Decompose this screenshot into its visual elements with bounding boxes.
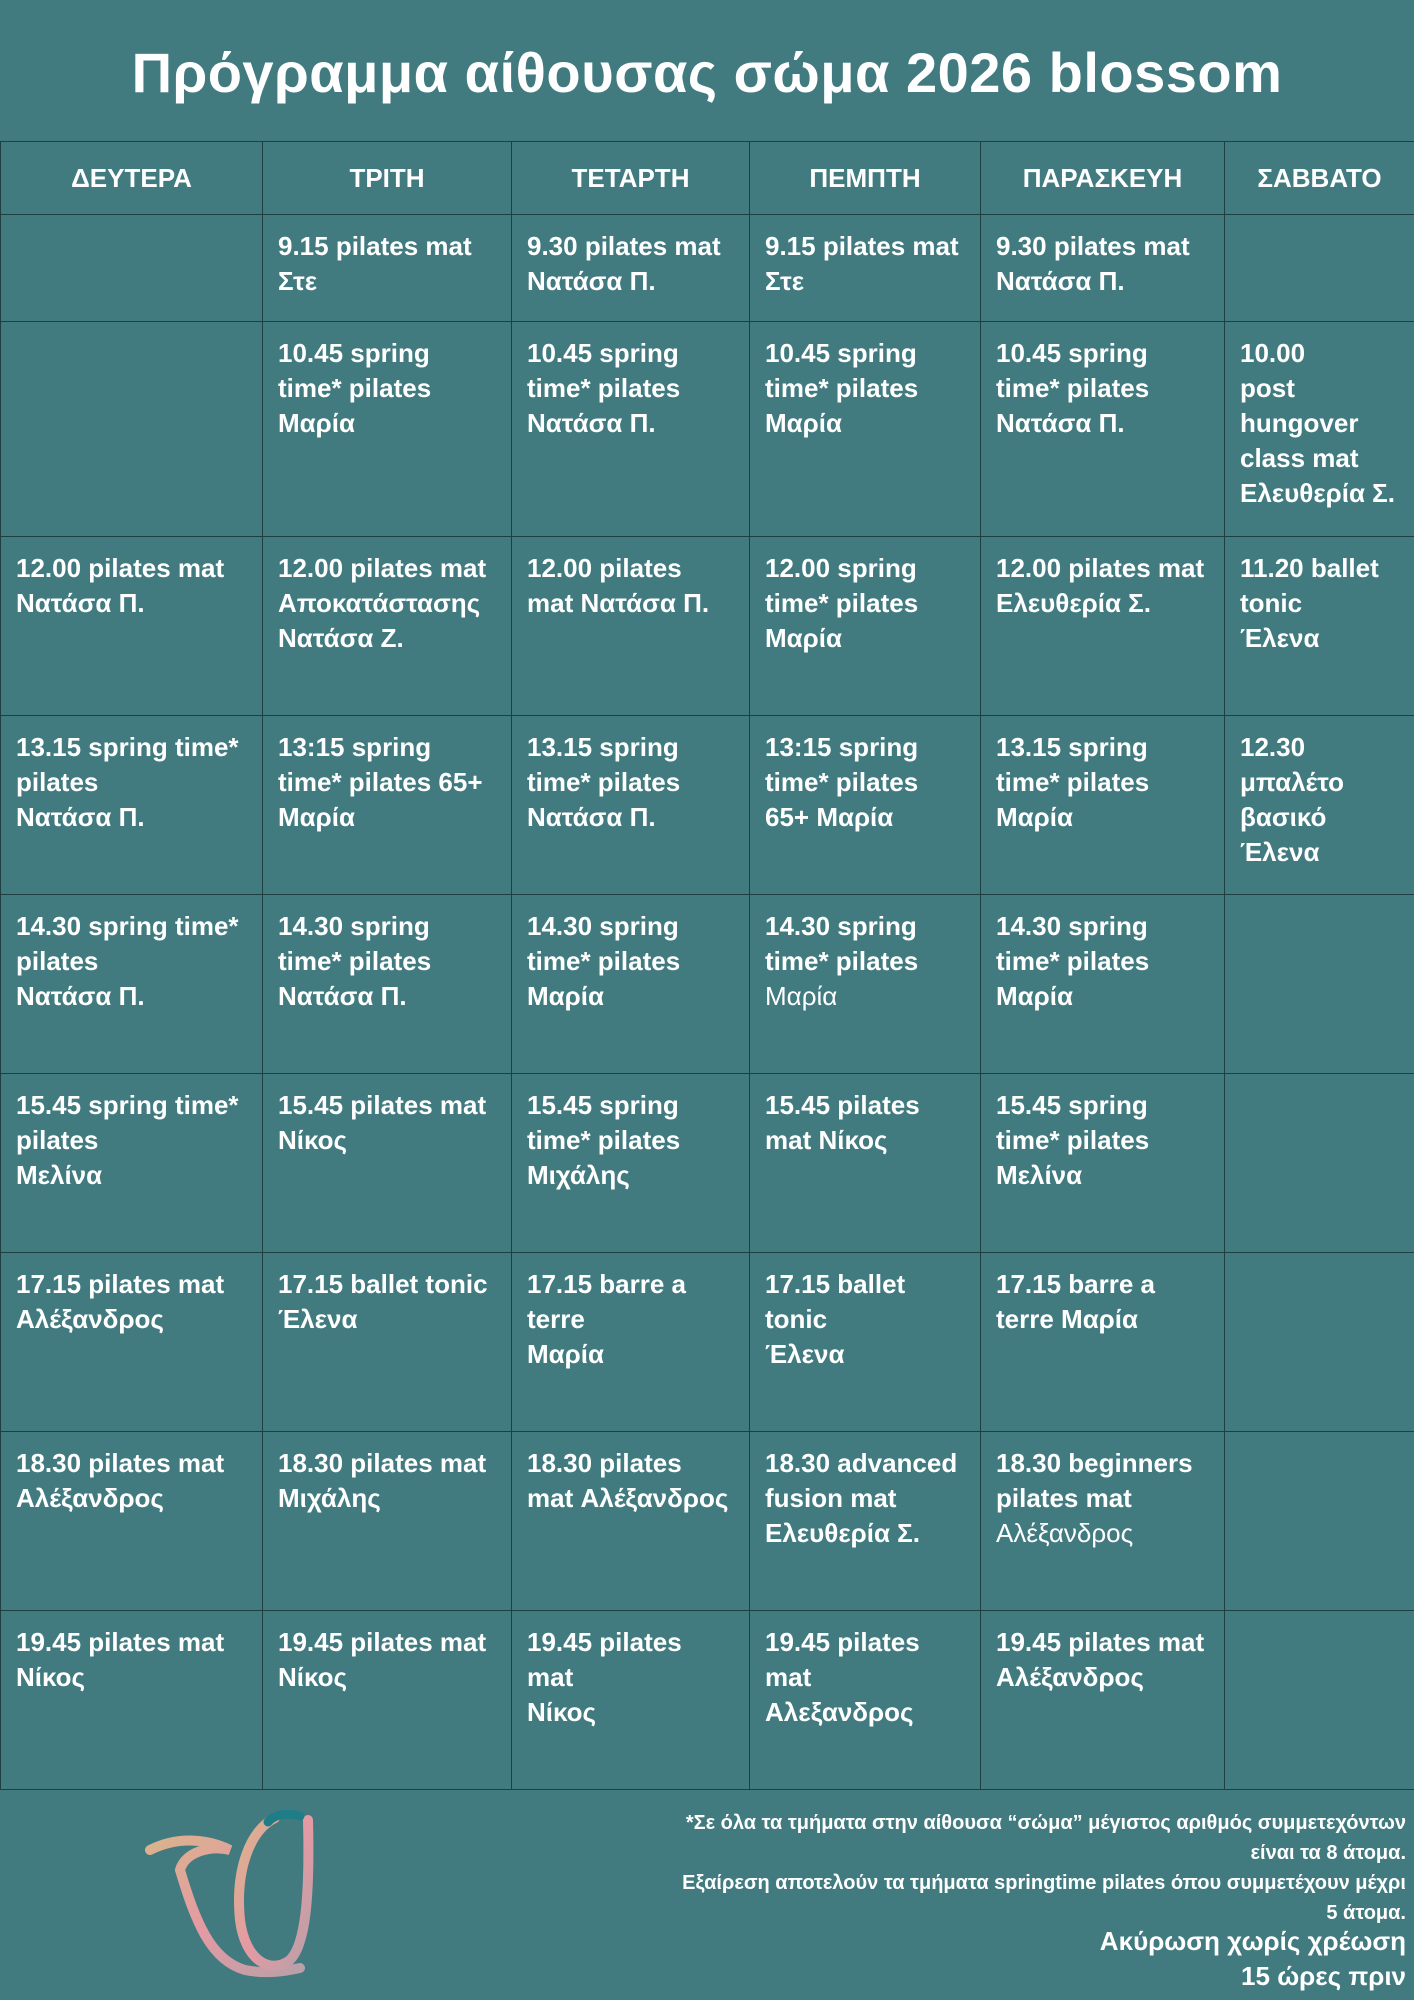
class-slot-content <box>512 322 749 451</box>
empty-slot <box>1225 215 1414 322</box>
blossom-logo <box>140 1810 340 2000</box>
class-slot-line: 18.30 pilates mat <box>16 1448 225 1478</box>
class-slot-line: 13.15 spring time* <box>16 732 239 762</box>
class-slot-line: pilates mat <box>996 1483 1132 1513</box>
class-slot-line: time* pilates <box>996 767 1150 797</box>
class-slot-line: Μιχάλης <box>278 1483 381 1513</box>
schedule-row <box>1 215 1414 322</box>
class-slot-content <box>1225 1611 1414 1635</box>
class-slot-line: time* pilates <box>527 373 681 403</box>
class-slot-line: Νατάσα Π. <box>527 408 656 438</box>
class-slot-content <box>1225 1074 1414 1098</box>
class-slot-content <box>750 1432 980 1561</box>
class-slot <box>750 1253 981 1432</box>
class-slot-line: Έλενα <box>278 1304 358 1334</box>
class-slot-line: Αποκατάστασης <box>278 588 481 618</box>
schedule-row <box>1 537 1414 716</box>
class-slot <box>512 322 750 537</box>
class-slot-line: time* pilates <box>765 373 919 403</box>
class-slot-line: Μαρία <box>765 981 838 1011</box>
class-slot-line: tonic <box>1240 588 1303 618</box>
class-slot-line: Μιχάλης <box>527 1160 630 1190</box>
class-slot <box>263 1253 512 1432</box>
empty-slot <box>1 215 263 322</box>
class-slot-line: Αλέξανδρος <box>16 1483 164 1513</box>
empty-slot <box>1225 895 1414 1074</box>
class-slot <box>263 1074 512 1253</box>
class-slot-line: 12.30 <box>1240 732 1306 762</box>
class-slot-line: 17.15 barre a <box>527 1269 687 1299</box>
class-slot <box>263 215 512 322</box>
class-slot-line: mat Αλέξανδρος <box>527 1483 729 1513</box>
class-slot-line: Νατάσα Π. <box>16 981 145 1011</box>
class-slot <box>263 537 512 716</box>
class-slot-line: 10.00 <box>1240 338 1306 368</box>
class-slot-line: Αλέξανδρος <box>996 1662 1144 1692</box>
schedule-row <box>1 1253 1414 1432</box>
cancellation-policy <box>806 1924 1406 1994</box>
class-slot-line: Νίκος <box>16 1662 86 1692</box>
schedule-row <box>1 1432 1414 1611</box>
class-slot-line: Ελευθερία Σ. <box>1240 478 1396 508</box>
class-slot-line: Στε <box>765 266 805 296</box>
class-slot-line: mat <box>765 1662 812 1692</box>
class-slot-content <box>1225 215 1414 239</box>
cancellation-line: Ακύρωση χωρίς χρέωση <box>1099 1926 1406 1956</box>
class-slot-line: Νίκος <box>278 1662 348 1692</box>
class-slot-content <box>263 1253 511 1347</box>
class-slot <box>1 1432 263 1611</box>
empty-slot <box>1 322 263 537</box>
class-slot-line: 14.30 spring <box>765 911 917 941</box>
class-slot-line: Μαρία <box>527 981 604 1011</box>
class-slot-content <box>512 537 749 631</box>
class-slot-line: 13.15 spring <box>996 732 1148 762</box>
class-slot-line: post <box>1240 373 1295 403</box>
class-slot-line: terre Μαρία <box>996 1304 1138 1334</box>
footer-note-line: Εξαίρεση αποτελούν τα τμήματα springtime pilates όπου συμμετέχουν μέχρι <box>682 1872 1406 1894</box>
class-slot-line: 15.45 pilates <box>765 1090 920 1120</box>
class-slot <box>1 895 263 1074</box>
class-slot-line: 9.15 pilates mat <box>278 231 472 261</box>
class-slot-line: Νατάσα Π. <box>527 802 656 832</box>
class-slot-line: Αλέξανδρος <box>996 1518 1134 1548</box>
class-slot-content <box>750 322 980 451</box>
class-slot-content <box>263 215 511 309</box>
class-slot-line: Μαρία <box>996 802 1073 832</box>
class-slot-line: Μελίνα <box>16 1160 103 1190</box>
class-slot-line: pilates <box>16 946 99 976</box>
class-slot <box>512 1432 750 1611</box>
class-slot-line: time* pilates <box>527 946 681 976</box>
class-slot-line: 12.00 pilates <box>527 553 682 583</box>
class-slot-line: 15.45 spring <box>527 1090 679 1120</box>
class-slot-line: Νατάσα Ζ. <box>278 623 404 653</box>
class-slot-line: Νατάσα Π. <box>996 408 1125 438</box>
class-slot-line: time* pilates <box>996 946 1150 976</box>
class-slot-content <box>981 1611 1224 1705</box>
class-slot-line: Νατάσα Π. <box>996 266 1125 296</box>
class-slot <box>1225 716 1414 895</box>
class-slot-content <box>512 1432 749 1526</box>
class-slot-line: Ελευθερία Σ. <box>765 1518 921 1548</box>
class-slot-line: time* pilates <box>278 373 432 403</box>
class-slot-line: 10.45 spring <box>996 338 1148 368</box>
class-slot-line: 14.30 spring <box>996 911 1148 941</box>
schedule-row <box>1 1074 1414 1253</box>
class-slot <box>263 1432 512 1611</box>
class-slot-line: 19.45 pilates mat <box>996 1627 1205 1657</box>
class-slot-line: 19.45 pilates <box>765 1627 920 1657</box>
class-slot-content <box>263 895 511 1024</box>
class-slot-line: 15.45 spring <box>996 1090 1148 1120</box>
class-slot-line: 10.45 spring <box>765 338 917 368</box>
class-slot <box>1225 322 1414 537</box>
class-slot-content <box>1225 1432 1414 1456</box>
class-slot-line: mat Νίκος <box>765 1125 888 1155</box>
class-slot-content <box>263 1074 511 1168</box>
class-slot-content <box>512 1253 749 1382</box>
class-slot <box>981 215 1225 322</box>
class-slot-line: 12.00 pilates mat <box>996 553 1205 583</box>
class-slot-line: tonic <box>765 1304 828 1334</box>
empty-slot <box>1225 1253 1414 1432</box>
class-slot <box>750 322 981 537</box>
class-slot-line: Μαρία <box>527 1339 604 1369</box>
footer-note-line: 5 άτομα. <box>1326 1902 1406 1924</box>
schedule-row <box>1 895 1414 1074</box>
class-slot-content <box>512 1611 749 1740</box>
empty-slot <box>1225 1432 1414 1611</box>
footer-note-line: *Σε όλα τα τμήματα στην αίθουσα “σώμα” μέγιστος αριθμός συμμετεχόντων <box>685 1812 1406 1834</box>
class-slot <box>750 1432 981 1611</box>
class-slot-line: time* pilates 65+ <box>278 767 483 797</box>
class-slot-line: Νατάσα Π. <box>278 981 407 1011</box>
schedule-row <box>1 322 1414 537</box>
class-slot-line: Μαρία <box>996 981 1073 1011</box>
class-slot <box>981 1432 1225 1611</box>
class-slot <box>981 1074 1225 1253</box>
class-slot-line: Αλεξανδρος <box>765 1697 914 1727</box>
class-slot-line: time* pilates <box>278 946 432 976</box>
class-slot-line: 11.20 ballet <box>1240 553 1379 583</box>
class-slot-content <box>750 1074 980 1168</box>
class-slot <box>512 537 750 716</box>
class-slot-content <box>981 716 1224 845</box>
class-slot-line: Νίκος <box>278 1125 348 1155</box>
class-slot <box>750 537 981 716</box>
class-slot-line: 13:15 spring <box>278 732 432 762</box>
class-slot <box>1 1074 263 1253</box>
class-slot-line: 13.15 spring <box>527 732 679 762</box>
class-slot-line: Νατάσα Π. <box>16 802 145 832</box>
class-slot-content <box>1 895 262 1024</box>
class-slot-content <box>1225 1253 1414 1277</box>
class-slot <box>1 1253 263 1432</box>
class-slot-line: fusion mat <box>765 1483 897 1513</box>
class-slot-line: 9.15 pilates mat <box>765 231 959 261</box>
class-slot-line: 65+ Μαρία <box>765 802 894 832</box>
class-slot-content <box>981 322 1224 451</box>
class-slot-content <box>512 1074 749 1203</box>
class-slot-line: 17.15 ballet <box>765 1269 906 1299</box>
class-slot-line: Μαρία <box>278 408 355 438</box>
class-slot-content <box>750 895 980 1024</box>
class-slot-line: 15.45 pilates mat <box>278 1090 487 1120</box>
class-slot <box>750 716 981 895</box>
day-header-friday: ΠΑΡΑΣΚΕΥΗ <box>981 142 1225 215</box>
class-slot <box>512 716 750 895</box>
class-slot-line: 14.30 spring <box>527 911 679 941</box>
class-slot-line: Έλενα <box>1240 837 1320 867</box>
class-slot-line: 10.45 spring <box>278 338 430 368</box>
class-slot <box>1 1611 263 1790</box>
class-slot-content <box>1 1253 262 1347</box>
class-slot-line: pilates <box>16 767 99 797</box>
class-slot-line: mat <box>527 1662 574 1692</box>
class-slot <box>981 895 1225 1074</box>
class-slot-content <box>263 1432 511 1526</box>
class-slot-line: 17.15 ballet tonic <box>278 1269 488 1299</box>
class-slot <box>1225 537 1414 716</box>
class-slot-content <box>1 322 262 346</box>
class-slot-line: 19.45 pilates mat <box>16 1627 225 1657</box>
class-slot-line: Μελίνα <box>996 1160 1083 1190</box>
class-slot-line: Μαρία <box>765 623 842 653</box>
class-slot <box>981 716 1225 895</box>
class-slot-content <box>750 537 980 666</box>
class-slot-line: βασικό <box>1240 802 1327 832</box>
class-slot-content <box>263 1611 511 1705</box>
class-slot-content <box>1 215 262 239</box>
day-header-thursday: ΠΕΜΠΤΗ <box>750 142 981 215</box>
day-header-wednesday: ΤΕΤΑΡΤΗ <box>512 142 750 215</box>
class-slot-content <box>750 1253 980 1382</box>
class-slot-line: 14.30 spring <box>278 911 430 941</box>
class-slot-line: time* pilates <box>527 767 681 797</box>
class-slot-content <box>263 716 511 845</box>
day-header-saturday: ΣΑΒΒΑΤΟ <box>1225 142 1414 215</box>
class-slot-line: time* pilates <box>527 1125 681 1155</box>
schedule-body <box>1 215 1414 1790</box>
class-slot <box>981 537 1225 716</box>
class-slot-line: 19.45 pilates <box>527 1627 682 1657</box>
class-slot <box>512 1074 750 1253</box>
class-slot-content <box>1225 716 1414 880</box>
class-slot-line: time* pilates <box>765 946 919 976</box>
empty-slot <box>1225 1611 1414 1790</box>
class-slot <box>750 895 981 1074</box>
empty-slot <box>1225 1074 1414 1253</box>
class-slot-content <box>981 1253 1224 1347</box>
class-slot-line: 19.45 pilates mat <box>278 1627 487 1657</box>
class-slot-content <box>750 215 980 309</box>
class-slot <box>263 1611 512 1790</box>
footer-note <box>586 1808 1406 1928</box>
class-slot-content <box>981 1074 1224 1203</box>
class-slot-line: 9.30 pilates mat <box>996 231 1190 261</box>
class-slot-content <box>1225 322 1414 521</box>
class-slot-content <box>1 537 262 631</box>
class-slot <box>263 322 512 537</box>
class-slot-line: 14.30 spring time* <box>16 911 239 941</box>
class-slot-content <box>981 1432 1224 1561</box>
class-slot-content <box>1 716 262 845</box>
class-slot-line: Στε <box>278 266 318 296</box>
class-slot-line: 17.15 barre a <box>996 1269 1156 1299</box>
class-slot <box>750 1074 981 1253</box>
class-slot-line: 17.15 pilates mat <box>16 1269 225 1299</box>
class-slot-line: Μαρία <box>278 802 355 832</box>
class-slot-content <box>981 215 1224 309</box>
class-slot-line: terre <box>527 1304 585 1334</box>
class-slot <box>263 895 512 1074</box>
class-slot-line: 13:15 spring <box>765 732 919 762</box>
class-slot <box>750 215 981 322</box>
schedule-table <box>0 141 1414 1790</box>
class-slot <box>1 537 263 716</box>
class-slot-content <box>512 895 749 1024</box>
class-slot <box>512 215 750 322</box>
class-slot-line: time* pilates <box>765 767 919 797</box>
class-slot-line: Νίκος <box>527 1697 597 1727</box>
class-slot-line: pilates <box>16 1125 99 1155</box>
class-slot-content <box>1225 537 1414 666</box>
class-slot-line: Έλενα <box>765 1339 845 1369</box>
day-header-monday: ΔΕΥΤΕΡΑ <box>1 142 263 215</box>
class-slot <box>512 1253 750 1432</box>
class-slot-line: class mat <box>1240 443 1359 473</box>
footer-note-line: είναι τα 8 άτομα. <box>1250 1842 1406 1864</box>
class-slot <box>981 1611 1225 1790</box>
page-title: Πρόγραμμα αίθουσας σώμα 2026 blossom <box>131 41 1283 104</box>
day-header-row <box>1 142 1414 215</box>
class-slot-line: 18.30 beginners <box>996 1448 1193 1478</box>
day-header-tuesday: ΤΡΙΤΗ <box>263 142 512 215</box>
cancellation-line: 15 ώρες πριν <box>1241 1961 1406 1991</box>
class-slot <box>750 1611 981 1790</box>
class-slot-content <box>1225 895 1414 919</box>
class-slot-content <box>1 1611 262 1705</box>
class-slot-content <box>263 322 511 451</box>
class-slot-line: hungover <box>1240 408 1359 438</box>
class-slot-content <box>981 895 1224 1024</box>
class-slot <box>981 1253 1225 1432</box>
class-slot <box>512 1611 750 1790</box>
class-slot-content <box>1 1432 262 1526</box>
class-slot-line: 18.30 pilates mat <box>278 1448 487 1478</box>
class-slot-line: μπαλέτο <box>1240 767 1345 797</box>
class-slot-line: 10.45 spring <box>527 338 679 368</box>
class-slot <box>512 895 750 1074</box>
class-slot-line: Μαρία <box>765 408 842 438</box>
class-slot-line: 12.00 spring <box>765 553 917 583</box>
schedule-row <box>1 716 1414 895</box>
class-slot-content <box>512 716 749 845</box>
class-slot-content <box>263 537 511 666</box>
class-slot-line: 18.30 pilates <box>527 1448 682 1478</box>
class-slot-line: Νατάσα Π. <box>527 266 656 296</box>
class-slot-line: Έλενα <box>1240 623 1320 653</box>
class-slot <box>263 716 512 895</box>
class-slot-line: 9.30 pilates mat <box>527 231 721 261</box>
schedule-row <box>1 1611 1414 1790</box>
class-slot-line: Αλέξανδρος <box>16 1304 164 1334</box>
class-slot-line: time* pilates <box>996 373 1150 403</box>
class-slot-line: mat Νατάσα Π. <box>527 588 710 618</box>
class-slot-content <box>750 1611 980 1740</box>
class-slot-line: Ελευθερία Σ. <box>996 588 1152 618</box>
class-slot-line: 15.45 spring time* <box>16 1090 239 1120</box>
class-slot-line: 12.00 pilates mat <box>16 553 225 583</box>
class-slot-content <box>981 537 1224 631</box>
class-slot-line: time* pilates <box>996 1125 1150 1155</box>
class-slot-line: 12.00 pilates mat <box>278 553 487 583</box>
class-slot-line: time* pilates <box>765 588 919 618</box>
class-slot-content <box>1 1074 262 1203</box>
class-slot <box>981 322 1225 537</box>
class-slot <box>1 716 263 895</box>
class-slot-content <box>750 716 980 845</box>
class-slot-content <box>512 215 749 309</box>
class-slot-line: Νατάσα Π. <box>16 588 145 618</box>
class-slot-line: 18.30 advanced <box>765 1448 958 1478</box>
